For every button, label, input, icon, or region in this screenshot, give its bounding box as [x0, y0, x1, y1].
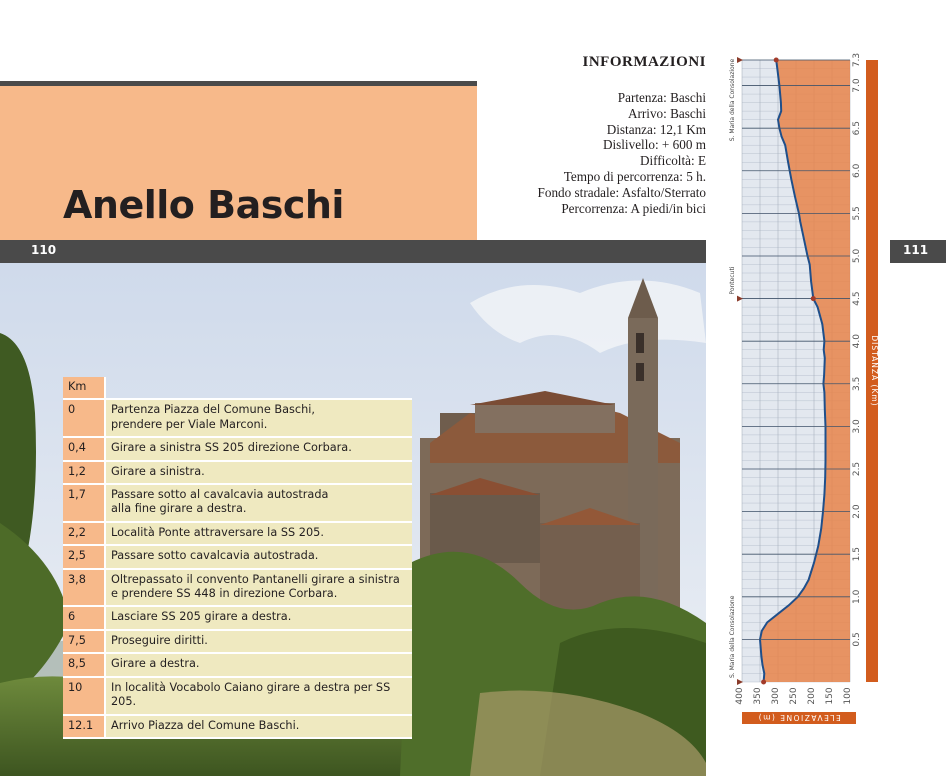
landmark-dot	[774, 58, 779, 63]
route-description-line: Località Ponte attraversare la SS 205.	[111, 525, 324, 539]
distance-tick-label: 2.0	[852, 504, 862, 519]
elevation-profile-svg	[720, 50, 880, 740]
route-row	[63, 606, 412, 629]
elevation-tick-label: 250	[789, 687, 799, 705]
route-description	[105, 653, 412, 676]
page-number-right: 111	[903, 243, 929, 257]
distance-tick-label: 1.0	[852, 589, 862, 604]
route-description-line: e prendere SS 448 in direzione Corbara.	[111, 587, 338, 601]
route-description	[105, 715, 412, 738]
info-heading: INFORMAZIONI	[582, 54, 706, 70]
route-row	[63, 399, 412, 437]
route-description-line: alla fine girare a destra.	[111, 502, 247, 516]
route-km: 0	[63, 399, 105, 437]
landmark-dot	[811, 296, 816, 301]
route-description	[105, 677, 412, 715]
route-km: 12.1	[63, 715, 105, 738]
info-mode: Percorrenza: A piedi/in bici	[561, 200, 706, 216]
elevation-tick-label: 400	[735, 687, 745, 705]
desc-header	[105, 377, 412, 399]
route-description	[105, 569, 412, 607]
route-description-line: Oltrepassato il convento Pantanelli girare a sinistra	[111, 572, 400, 586]
distance-tick-label: 4.5	[852, 291, 862, 306]
info-distance: Distanza: 12,1 Km	[606, 121, 706, 137]
route-row	[63, 545, 412, 568]
route-km: 1,2	[63, 461, 105, 484]
page-title: Anello Baschi	[63, 183, 344, 227]
page-bar-left	[0, 240, 706, 263]
route-description-line: Arrivo Piazza del Comune Baschi.	[111, 718, 300, 732]
route-km: 1,7	[63, 484, 105, 522]
route-km: 7,5	[63, 630, 105, 653]
route-description-line: Girare a destra.	[111, 657, 200, 671]
route-description	[105, 437, 412, 460]
info-list	[538, 90, 706, 216]
distance-tick-label: 5.5	[852, 206, 862, 221]
route-description-line: Passare sotto al cavalcavia autostrada	[111, 488, 329, 502]
distance-tick-label: 3.5	[852, 376, 862, 391]
route-description-line: Partenza Piazza del Comune Baschi,	[111, 403, 316, 417]
route-description	[105, 522, 412, 545]
route-row	[63, 437, 412, 460]
route-description-line: prendere per Viale Marconi.	[111, 417, 268, 431]
distance-axis-label: DISTANZA (Km)	[870, 335, 879, 407]
distance-tick-label: 7.0	[852, 78, 862, 93]
route-km: 6	[63, 606, 105, 629]
route-description-line: Lasciare SS 205 girare a destra.	[111, 610, 292, 624]
route-km: 8,5	[63, 653, 105, 676]
route-km: 10	[63, 677, 105, 715]
route-table	[63, 377, 412, 739]
distance-tick-label: 2.5	[852, 461, 862, 477]
landmark-label: Pontecuti	[729, 266, 736, 295]
route-row	[63, 522, 412, 545]
route-description-line: In località Vocabolo Caiano girare a destra per SS 205.	[111, 680, 391, 709]
distance-tick-label: 5.0	[852, 248, 862, 264]
distance-tick-label: 0.5	[852, 632, 862, 647]
distance-tick-label: 4.0	[852, 334, 862, 349]
landmark-label: S. Maria della Consolazione	[729, 595, 736, 678]
route-row	[63, 653, 412, 676]
landmark-label: S. Maria della Consolazione	[729, 58, 736, 142]
route-km: 0,4	[63, 437, 105, 460]
info-duration: Tempo di percorrenza: 5 h.	[563, 168, 706, 184]
route-description	[105, 606, 412, 629]
route-description	[105, 399, 412, 437]
info-end: Arrivo: Baschi	[627, 105, 706, 121]
route-row	[63, 677, 412, 715]
landmark-dot	[761, 680, 766, 685]
elevation-tick-label: 150	[825, 687, 835, 705]
distance-tick-label: 3.0	[852, 419, 862, 434]
elevation-axis-label: ELEVAZIONE (m)	[757, 713, 841, 722]
route-description-line: Girare a sinistra SS 205 direzione Corbara.	[111, 441, 352, 455]
route-description-line: Passare sotto cavalcavia autostrada.	[111, 549, 319, 563]
route-row	[63, 715, 412, 738]
distance-tick-label: 1.5	[852, 547, 862, 562]
route-description	[105, 630, 412, 653]
distance-tick-label: 6.0	[852, 163, 862, 178]
route-description	[105, 461, 412, 484]
route-description-line: Proseguire diritti.	[111, 633, 208, 647]
elevation-tick-label: 100	[843, 687, 853, 705]
distance-tick-label: 6.5	[852, 121, 862, 136]
route-km: 2,2	[63, 522, 105, 545]
elevation-profile	[720, 50, 880, 740]
route-km: 3,8	[63, 569, 105, 607]
info-start: Partenza: Baschi	[617, 90, 706, 105]
route-km: 2,5	[63, 545, 105, 568]
info-difficulty: Difficoltà: E	[639, 153, 706, 169]
info-surface: Fondo stradale: Asfalto/Sterrato	[537, 184, 706, 200]
route-row	[63, 484, 412, 522]
route-description	[105, 545, 412, 568]
page-number-left: 110	[31, 243, 57, 257]
distance-tick-label: 7.3	[852, 52, 862, 68]
route-row	[63, 569, 412, 607]
route-row	[63, 630, 412, 653]
km-header: Km	[63, 377, 105, 399]
route-row	[63, 461, 412, 484]
route-description-line: Girare a sinistra.	[111, 464, 205, 478]
info-elevation-gain: Dislivello: + 600 m	[602, 137, 706, 153]
elevation-tick-label: 200	[807, 687, 817, 705]
route-table-header	[63, 377, 412, 399]
elevation-tick-label: 300	[771, 687, 781, 705]
elevation-tick-label: 350	[753, 687, 763, 705]
route-description	[105, 484, 412, 522]
